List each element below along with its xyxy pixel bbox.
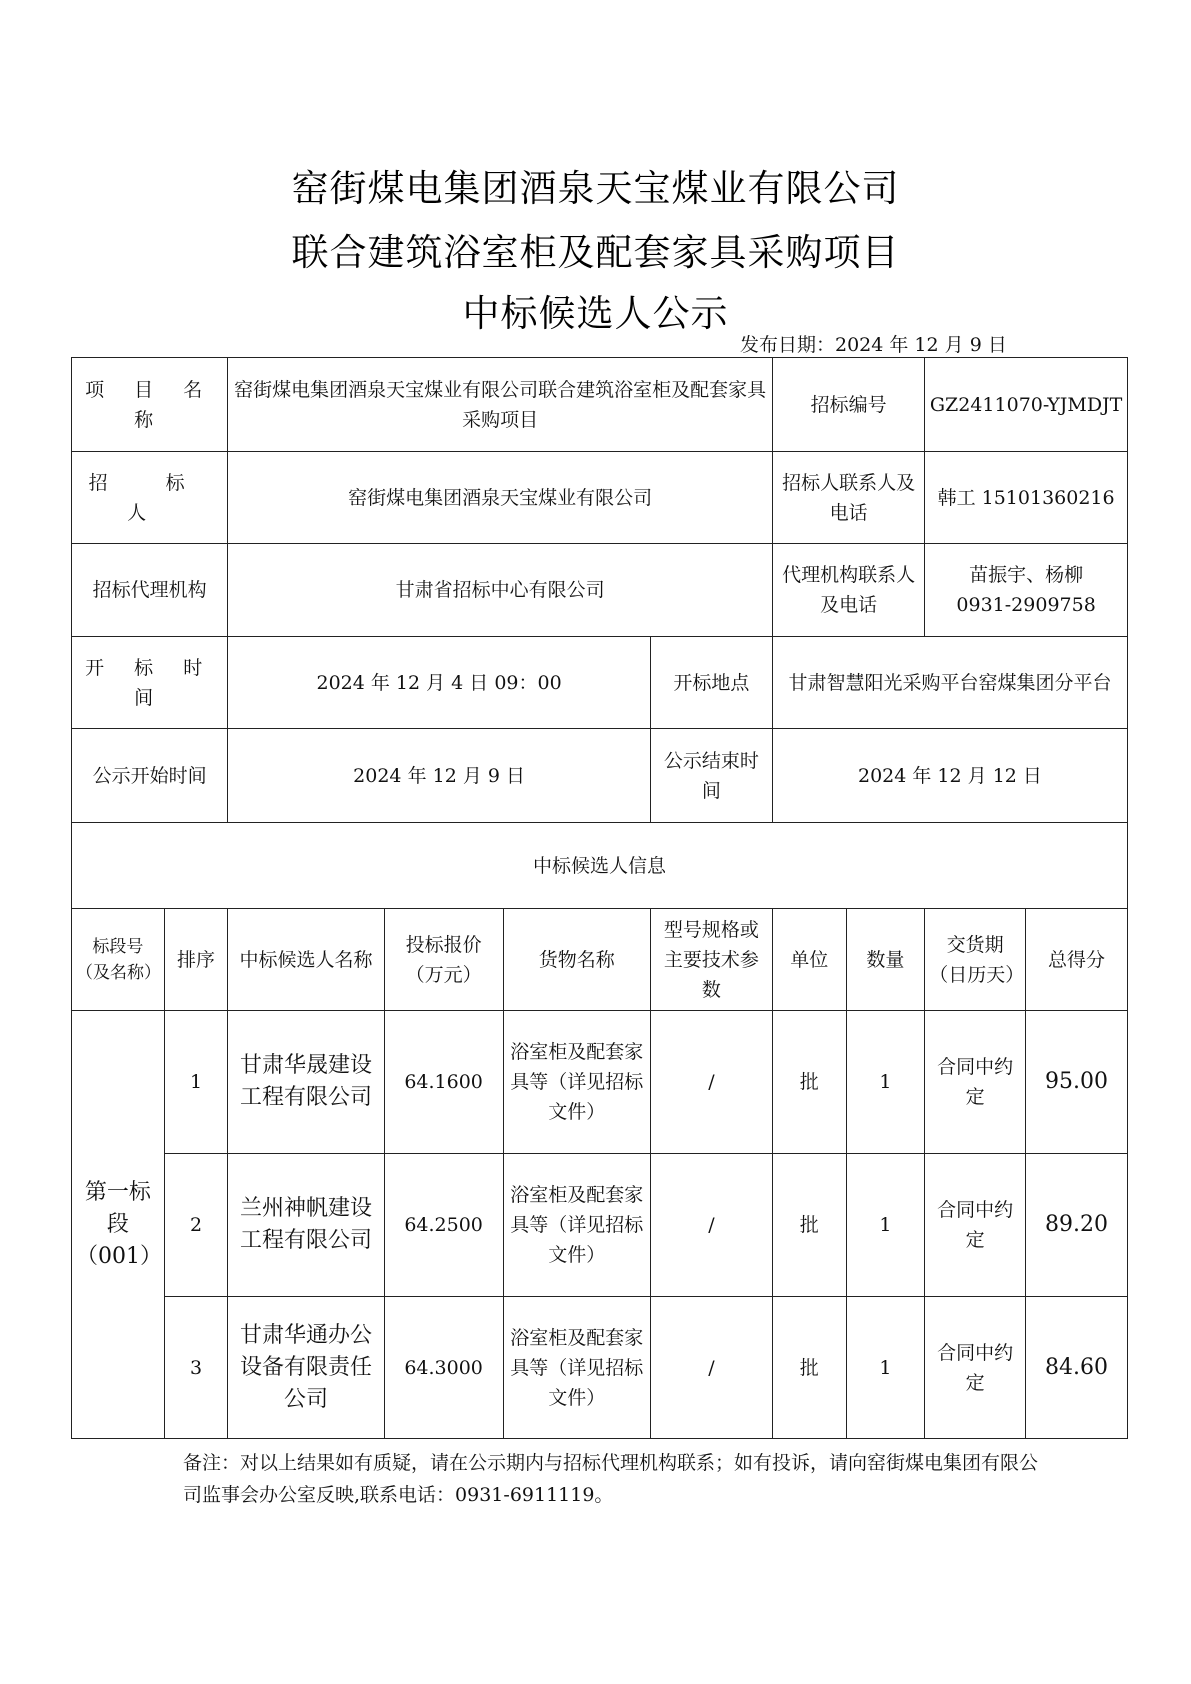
spec-cell: / (650, 1297, 772, 1439)
header-price: 投标报价（万元） (384, 909, 503, 1011)
header-spec: 型号规格或主要技术参数 (650, 909, 772, 1011)
agency-value: 甘肃省招标中心有限公司 (228, 544, 773, 637)
score-cell: 95.00 (1026, 1011, 1128, 1154)
row-tenderer (72, 452, 1128, 544)
tenderer-contact-label: 招标人联系人及电话 (772, 452, 924, 544)
row-section-header (72, 823, 1128, 909)
pub-start-label: 公示开始时间 (72, 729, 228, 823)
pub-end-label: 公示结束时间 (650, 729, 772, 823)
goods-cell: 浴室柜及配套家具等（详见招标文件） (503, 1297, 650, 1439)
agency-contact-phone: 0931-2909758 (956, 594, 1096, 616)
project-name-label: 项 目 名 称 (72, 358, 228, 452)
header-lot: 标段号（及名称） (72, 909, 165, 1011)
header-score: 总得分 (1026, 909, 1128, 1011)
title-line-1: 窑街煤电集团酒泉天宝煤业有限公司 (291, 167, 900, 210)
spec-cell: / (650, 1154, 772, 1297)
project-name-value: 窑街煤电集团酒泉天宝煤业有限公司联合建筑浴室柜及配套家具采购项目 (228, 358, 773, 452)
price-cell: 64.2500 (384, 1154, 503, 1297)
lot-cell: 第一标段（001） (72, 1011, 165, 1439)
table-row (72, 1297, 1128, 1439)
header-goods: 货物名称 (503, 909, 650, 1011)
rank-cell: 1 (164, 1011, 228, 1154)
pub-end-value: 2024 年 12 月 12 日 (772, 729, 1127, 823)
open-time-label: 开 标 时 间 (72, 637, 228, 729)
row-publicity (72, 729, 1128, 823)
score-cell: 89.20 (1026, 1154, 1128, 1297)
row-agency (72, 544, 1128, 637)
footnote: 备注：对以上结果如有质疑，请在公示期内与招标代理机构联系；如有投诉，请向窑街煤电集团有限公司监事会办公室反映,联系电话：0931-6911119。 (183, 1452, 1039, 1506)
unit-cell: 批 (772, 1154, 846, 1297)
qty-cell: 1 (846, 1154, 925, 1297)
table-row (72, 1011, 1128, 1154)
candidate-name-cell: 兰州神帆建设工程有限公司 (228, 1154, 384, 1297)
price-cell: 64.3000 (384, 1297, 503, 1439)
table-row (72, 1154, 1128, 1297)
tenderer-label: 招 标 人 (72, 452, 228, 544)
row-project-name (72, 358, 1128, 452)
goods-cell: 浴室柜及配套家具等（详见招标文件） (503, 1154, 650, 1297)
bid-no-value: GZ2411070-YJMDJT (925, 358, 1128, 452)
rank-cell: 3 (164, 1297, 228, 1439)
open-time-value: 2024 年 12 月 4 日 09：00 (228, 637, 651, 729)
agency-label: 招标代理机构 (72, 544, 228, 637)
header-candidate-name: 中标候选人名称 (228, 909, 384, 1011)
delivery-cell: 合同中约定 (925, 1011, 1026, 1154)
pub-start-value: 2024 年 12 月 9 日 (228, 729, 651, 823)
candidates-header-row (72, 909, 1128, 1011)
header-delivery: 交货期（日历天） (925, 909, 1026, 1011)
agency-contact-label: 代理机构联系人及电话 (772, 544, 924, 637)
open-place-value: 甘肃智慧阳光采购平台窑煤集团分平台 (772, 637, 1127, 729)
price-cell: 64.1600 (384, 1011, 503, 1154)
header-rank: 排序 (164, 909, 228, 1011)
bid-no-label: 招标编号 (772, 358, 924, 452)
title-line-3: 中标候选人公示 (462, 292, 729, 335)
row-open-time (72, 637, 1128, 729)
spec-cell: / (650, 1011, 772, 1154)
score-cell: 84.60 (1026, 1297, 1128, 1439)
delivery-cell: 合同中约定 (925, 1297, 1026, 1439)
unit-cell: 批 (772, 1297, 846, 1439)
qty-cell: 1 (846, 1297, 925, 1439)
candidate-name-cell: 甘肃华通办公设备有限责任公司 (228, 1297, 384, 1439)
tenderer-value: 窑街煤电集团酒泉天宝煤业有限公司 (228, 452, 773, 544)
title-line-2: 联合建筑浴室柜及配套家具采购项目 (291, 231, 900, 274)
publish-date: 发布日期：2024 年 12 月 9 日 (740, 334, 1007, 356)
tenderer-contact-value: 韩工 15101360216 (925, 452, 1128, 544)
header-unit: 单位 (772, 909, 846, 1011)
announcement-table (71, 357, 1128, 1439)
candidate-name-cell: 甘肃华晟建设工程有限公司 (228, 1011, 384, 1154)
agency-contact-names: 苗振宇、杨柳 (969, 564, 1084, 586)
section-header: 中标候选人信息 (72, 823, 1128, 909)
delivery-cell: 合同中约定 (925, 1154, 1026, 1297)
goods-cell: 浴室柜及配套家具等（详见招标文件） (503, 1011, 650, 1154)
qty-cell: 1 (846, 1011, 925, 1154)
rank-cell: 2 (164, 1154, 228, 1297)
header-qty: 数量 (846, 909, 925, 1011)
unit-cell: 批 (772, 1011, 846, 1154)
open-place-label: 开标地点 (650, 637, 772, 729)
agency-contact-value (925, 544, 1128, 637)
